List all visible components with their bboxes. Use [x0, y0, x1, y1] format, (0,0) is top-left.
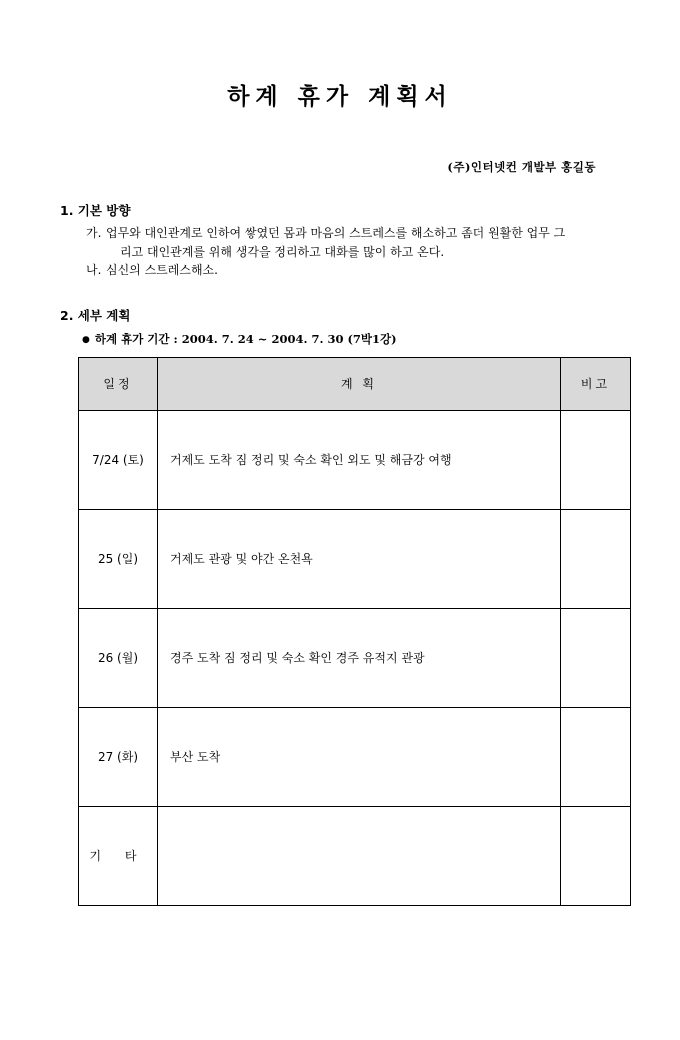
cell-plan — [158, 806, 561, 905]
sub-item-text — [106, 261, 620, 280]
cell-plan: 거제도 도착 짐 정리 및 숙소 확인 외도 및 해금강 여행 — [158, 410, 561, 509]
section-heading-1: 1. 기본 방향 — [60, 203, 131, 218]
cell-plan: 경주 도착 짐 정리 및 숙소 확인 경주 유적지 관광 — [158, 608, 561, 707]
plan-table-header — [79, 357, 631, 410]
cell-note — [561, 608, 631, 707]
table-header-row — [79, 357, 631, 410]
cell-date: 25 (일) — [79, 509, 158, 608]
plan-table — [78, 357, 631, 906]
vacation-period-line — [82, 331, 620, 347]
document-byline: (주)인터넷컨 개발부 홍길동 — [447, 160, 596, 174]
cell-date: 26 (월) — [79, 608, 158, 707]
table-row — [79, 509, 631, 608]
section-heading-2: 2. 세부 계획 — [60, 307, 131, 323]
sub-item-marker: 가. — [86, 226, 102, 240]
table-row — [79, 707, 631, 806]
table-row — [79, 608, 631, 707]
sub-item — [86, 224, 620, 261]
sub-item — [86, 261, 620, 280]
sub-item-text — [106, 224, 620, 261]
cell-date: 기 타 — [79, 806, 158, 905]
cell-plan: 거제도 관광 및 야간 온천욕 — [158, 509, 561, 608]
cell-note — [561, 509, 631, 608]
table-row — [79, 410, 631, 509]
page-title: 하계 휴가 계획서 — [227, 83, 453, 110]
cell-note — [561, 707, 631, 806]
bullet-dot-icon: ● — [82, 334, 90, 345]
sub-item-line-1: 심신의 스트레스해소. — [106, 263, 218, 278]
section-detailed-plan — [60, 306, 620, 906]
cell-plan: 부산 도착 — [158, 707, 561, 806]
sub-item-list — [86, 224, 620, 280]
sub-item-line-1: 업무와 대인관계로 인하여 쌓였던 몸과 마음의 스트레스를 해소하고 좀더 원활한 업무 그 — [106, 226, 566, 240]
document-page — [0, 78, 680, 1040]
section-basic-direction — [60, 201, 620, 280]
table-row — [79, 806, 631, 905]
sub-item-marker: 나. — [86, 263, 102, 278]
column-header-plan: 계 획 — [158, 357, 561, 410]
cell-note — [561, 410, 631, 509]
vacation-period-text: 하계 휴가 기간 : 2004. 7. 24 ~ 2004. 7. 30 (7박1강) — [94, 331, 397, 346]
column-header-note: 비고 — [561, 357, 631, 410]
column-header-date: 일정 — [79, 357, 158, 410]
sub-item-line-2: 리고 대인관계를 위해 생각을 정리하고 대화를 많이 하고 온다. — [120, 244, 445, 259]
cell-note — [561, 806, 631, 905]
plan-table-body — [79, 410, 631, 905]
cell-date: 7/24 (토) — [79, 410, 158, 509]
cell-date: 27 (화) — [79, 707, 158, 806]
